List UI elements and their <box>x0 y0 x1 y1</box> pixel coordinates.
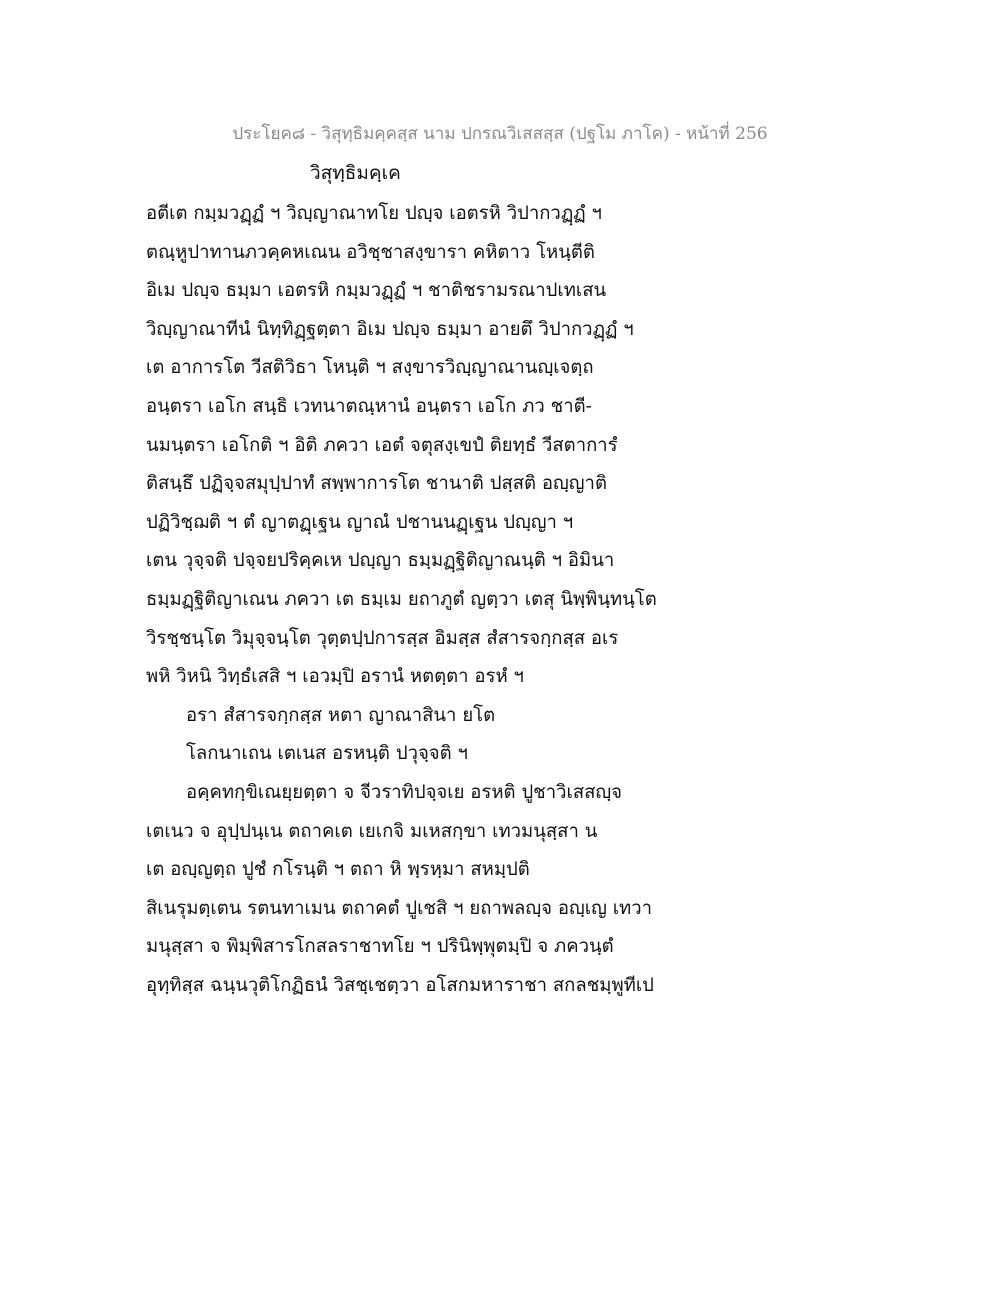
section-title: วิสุทฺธิมคฺเค <box>310 162 401 184</box>
text-line: นมนฺตรา เอโกติ ฯ อิติ ภควา เอตํ จตุสงฺเขปํ ติยทฺธํ วีสตาการํ <box>146 434 618 456</box>
verse-line: โลกนาเถน เตเนส อรหนฺติ ปวุจฺจติ ฯ <box>186 743 468 765</box>
page-header: ประโยค๘ - วิสุทฺธิมคฺคสฺส นาม ปกรณวิเสสสฺส (ปฐโม ภาโค) - หน้าที่ 256 <box>232 124 768 144</box>
text-line: วิรชฺชนฺโต วิมุจฺจนฺโต วุตฺตปฺปการสฺส อิมสฺส สํสารจกฺกสฺส อเร <box>146 627 619 649</box>
text-line: สิเนรุมตฺเตน รตนทาเมน ตถาคตํ ปูเชสิ ฯ ยถาพลญฺจ อญฺเญ เทวา <box>146 897 653 919</box>
text-line: วิญฺญาณาทีนํ นิทฺทิฏฺฐตฺตา อิเม ปญฺจ ธมฺมา อายตึ วิปากวฏฺฏํ ฯ <box>146 318 634 340</box>
text-line: ตณฺหูปาทานภวคฺคหเณน อวิชฺชาสงฺขารา คหิตาว โหนฺตีติ <box>146 241 595 263</box>
text-line: เตเนว จ อุปฺปนฺเน ตถาคเต เยเกจิ มเหสกฺขา เทวมนุสฺสา น <box>146 820 598 842</box>
text-line: พหิ วิหนิ วิทฺธํเสสิ ฯ เอวมฺปิ อรานํ หตตฺตา อรหํ ฯ <box>146 666 524 688</box>
text-line: อตีเต กมฺมวฏฺฏํ ฯ วิญฺญาณาทโย ปญฺจ เอตรหิ วิปากวฏฺฏํ ฯ <box>146 203 602 224</box>
paragraph-start-line: อคฺคทกฺขิเณยฺยตฺตา จ จีวราทิปจฺจเย อรหติ ปูชาวิเสสญฺจ <box>186 781 623 803</box>
body-text <box>146 195 866 1005</box>
text-line: ติสนฺธึ ปฏิจฺจสมุปฺปาทํ สพฺพาการโต ชานาติ ปสฺสติ อญฺญาติ <box>146 473 607 495</box>
text-line: มนุสฺสา จ พิมฺพิสารโกสลราชาทโย ฯ ปรินิพฺพุตมฺปิ จ ภควนฺตํ <box>146 936 614 958</box>
text-line: ธมฺมฏฺฐิติญาเณน ภควา เต ธมฺเม ยถาภูตํ ญตฺวา เตสุ นิพฺพินฺทนฺโต <box>146 588 657 610</box>
verse-line: อรา สํสารจกฺกสฺส หตา ญาณาสินา ยโต <box>186 704 496 726</box>
text-line: ปฏิวิชฺฌติ ฯ ตํ ญาตฏฺเฐน ญาณํ ปชานนฏฺเฐน ปญฺญา ฯ <box>146 511 574 533</box>
text-line: เตน วุจฺจติ ปจฺจยปริคฺคเห ปญฺญา ธมฺมฏฺฐิติญาณนฺติ ฯ อิมินา <box>146 550 615 572</box>
text-line: เต อญฺญตฺถ ปูชํ กโรนฺติ ฯ ตถา หิ พฺรหฺมา สหมฺปติ <box>146 859 530 881</box>
text-line: เต อาการโต วีสติวิธา โหนฺติ ฯ สงฺขารวิญฺญาณานญฺเจตฺถ <box>146 357 594 379</box>
text-line: อิเม ปญฺจ ธมฺมา เอตรหิ กมฺมวฏฺฏํ ฯ ชาติชรามรณาปเทเสน <box>146 280 607 302</box>
text-line: อนฺตรา เอโก สนฺธิ เวทนาตณฺหานํ อนฺตรา เอโก ภว ชาตี- <box>146 395 592 417</box>
text-line: อุทฺทิสฺส ฉนฺนวุติโกฏิธนํ วิสชฺเชตฺวา อโสกมหาราชา สกลชมฺพูทีเป <box>146 974 654 996</box>
